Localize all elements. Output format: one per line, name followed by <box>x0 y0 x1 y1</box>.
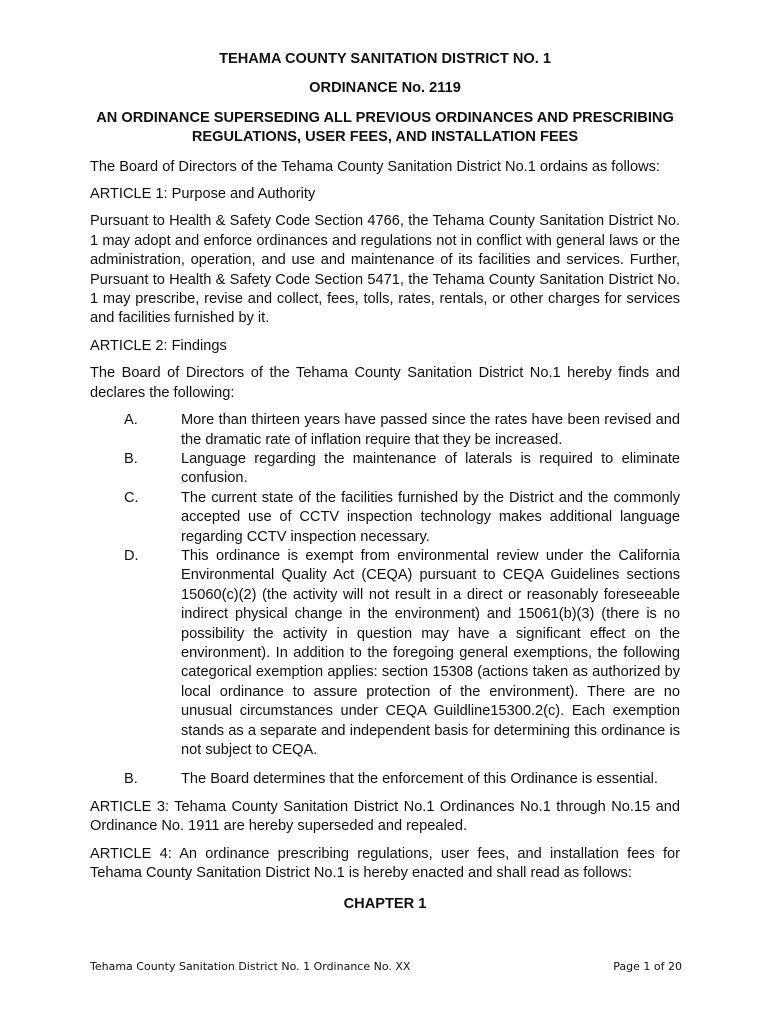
finding-item <box>90 547 680 760</box>
ordinance-title: AN ORDINANCE SUPERSEDING ALL PREVIOUS ORDINANCES AND PRESCRIBING REGULATIONS, USER FEES, AND INSTALLATION FEES <box>96 109 674 146</box>
finding-item <box>90 450 680 489</box>
finding-item <box>90 411 680 450</box>
document-content <box>90 50 680 929</box>
article3-paragraph: ARTICLE 3: Tehama County Sanitation District No.1 Ordinances No.1 through No.15 and Ordinance No. 1911 are hereby superseded and repealed. <box>90 798 680 835</box>
intro-paragraph: The Board of Directors of the Tehama County Sanitation District No.1 ordains as follows: <box>90 158 660 175</box>
finding-letter: C. <box>124 489 139 506</box>
finding-letter: B. <box>124 450 138 467</box>
finding-letter: D. <box>124 547 139 564</box>
finding-text: More than thirteen years have passed since the rates have been revised and the dramatic rate of inflation require that they be increased. <box>181 412 680 448</box>
footer-document-label: Tehama County Sanitation District No. 1 Ordinance No. XX <box>90 960 411 973</box>
finding-item <box>90 489 680 547</box>
page-footer <box>90 960 682 973</box>
article1-heading: ARTICLE 1: Purpose and Authority <box>90 186 316 203</box>
finding-text: The Board determines that the enforcement of this Ordinance is essential. <box>181 771 658 788</box>
article2-paragraph: The Board of Directors of the Tehama County Sanitation District No.1 hereby finds and declares the following: <box>90 365 680 401</box>
article2-heading: ARTICLE 2: Findings <box>90 337 227 354</box>
ordinance-number: ORDINANCE No. 2119 <box>309 80 461 97</box>
article1-paragraph: Pursuant to Health & Safety Code Section 4766, the Tehama County Sanitation District No. 1 may adopt and enforce ordinances and regulations not in conflict with general laws or the administration, operation, and use and maintenance of its facilities and services. Further, Pursuant to Health & Safety Code Section 5471, the Tehama County Sanitation District No. 1 may prescribe, revise and collect, fees, tolls, rates, rentals, or other charges for services and facilities furnished by it. <box>90 213 680 327</box>
article4-paragraph: ARTICLE 4: An ordinance prescribing regulations, user fees, and installation fees for Tehama County Sanitation District No.1 is hereby enacted and shall read as follows: <box>90 845 680 882</box>
finding-letter: A. <box>124 412 138 429</box>
chapter-heading: CHAPTER 1 <box>343 896 427 913</box>
finding-text: The current state of the facilities furnished by the District and the commonly accepted use of CCTV inspection technology makes additional language regarding CCTV inspection necessary. <box>181 489 680 545</box>
finding-letter: B. <box>124 771 138 788</box>
finding-text: Language regarding the maintenance of laterals is required to eliminate confusion. <box>181 450 680 487</box>
finding-text: This ordinance is exempt from environmental review under the California Environmental Quality Act (CEQA) pursuant to CEQA Guidelines sections 15060(c)(2) (the activity will not result in a direct or reasonably foreseeable indirect physical change in the environment) and 15061(b)(3) (there is no possibility the activity in question may have a significant effect on the environment). In addition to the foregoing general exemptions, the following categorical exemption applies: section 15308 (actions taken as authorized by local ordinance to assure protection of the environment). There are no unusual circumstances under CEQA Guildline15300.2(c). Each exemption stands as a separate and independent basis for determining this ordinance is not subject to CEQA. <box>181 547 680 758</box>
finding-item <box>90 770 680 789</box>
district-heading: TEHAMA COUNTY SANITATION DISTRICT NO. 1 <box>219 51 551 67</box>
footer-page-number: Page 1 of 20 <box>613 960 682 973</box>
findings-list <box>90 411 680 790</box>
